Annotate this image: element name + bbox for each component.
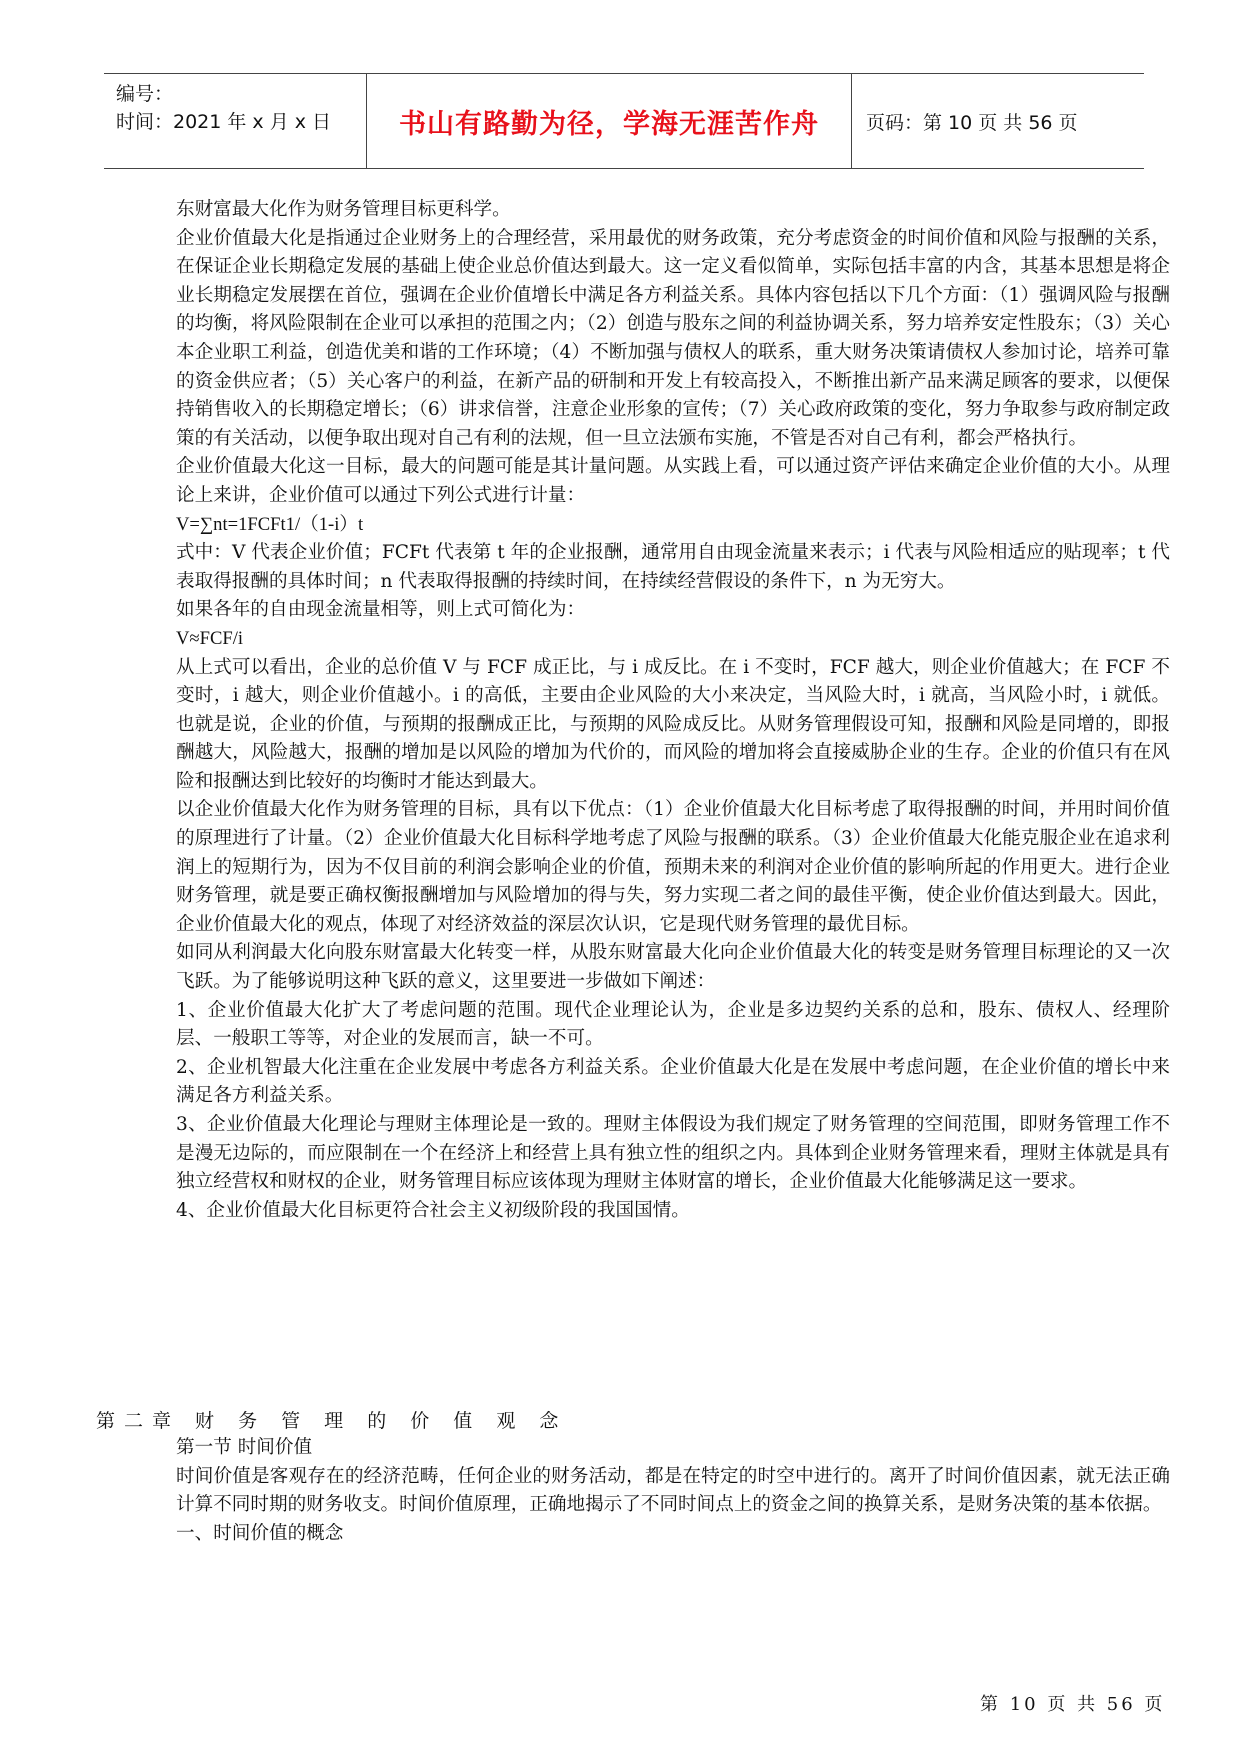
header-table (104, 73, 1144, 169)
header-page-label: 页码：第 10 页 共 56 页 (866, 111, 1078, 134)
list-item: 4、企业价值最大化目标更符合社会主义初级阶段的我国国情。 (176, 1199, 690, 1221)
header-meta (104, 74, 366, 168)
main-content (176, 196, 1170, 1225)
paragraph: 如同从利润最大化向股东财富最大化转变一样，从股东财富最大化向企业价值最大化的转变是财务管理目标理论的又一次飞跃。为了能够说明这种飞跃的意义，这里要进一步做如下阐述： (176, 942, 1170, 993)
paragraph: 式中：V 代表企业价值；FCFt 代表第 t 年的企业报酬，通常用自由现金流量来表示；i 代表与风险相适应的贴现率；t 代表取得报酬的具体时间；n 代表取得报酬的持续时间，在持续经营假设的条件下，n 为无穷大。 (176, 542, 1170, 592)
paragraph: 企业价值最大化是指通过企业财务上的合理经营，采用最优的财务政策，充分考虑资金的时间价值和风险与报酬的关系，在保证企业长期稳定发展的基础上使企业总价值达到最大。这一定义看似简单，实际包括丰富的内含，其基本思想是将企业长期稳定发展摆在首位，强调在企业价值增长中满足各方利益关系。具体内容包括以下几个方面：（1）强调风险与报酬的均衡，将风险限制在企业可以承担的范围之内；（2）创造与股东之间的利益协调关系，努力培养安定性股东；（3）关心本企业职工利益，创造优美和谐的工作环境；（4）不断加强与债权人的联系，重大财务决策请债权人参加讨论，培养可靠的资金供应者；（5）关心客户的利益，在新产品的研制和开发上有较高投入，不断推出新产品来满足顾客的要求，以便保持销售收入的长期稳定增长；（6）讲求信誉，注意企业形象的宣传；（7）关心政府政策的变化，努力争取参与政府制定政策的有关活动，以便争取出现对自己有利的法规，但一旦立法颁布实施，不管是否对自己有利，都会严格执行。 (176, 227, 1170, 449)
list-item: 1、企业价值最大化扩大了考虑问题的范围。现代企业理论认为，企业是多边契约关系的总和，股东、债权人、经理阶层、一般职工等等，对企业的发展而言，缺一不可。 (176, 999, 1170, 1050)
formula: V=∑nt=1FCFt1/（1-i）t (176, 513, 364, 535)
list-item: 2、企业机智最大化注重在企业发展中考虑各方利益关系。企业价值最大化是在发展中考虑问题，在企业价值的增长中来满足各方利益关系。 (176, 1056, 1170, 1107)
document-number-label: 编号： (116, 83, 174, 105)
subsection-title: 一、时间价值的概念 (176, 1522, 344, 1544)
header-motto: 书山有路勤为径，学海无涯苦作舟 (366, 74, 852, 168)
paragraph: 时间价值是客观存在的经济范畴，任何企业的财务活动，都是在特定的时空中进行的。离开了时间价值因素，就无法正确计算不同时期的财务收支。时间价值原理，正确地揭示了不同时间点上的资金之间的换算关系，是财务决策的基本依据。 (176, 1465, 1170, 1516)
section-block (176, 1434, 1170, 1548)
paragraph: 以企业价值最大化作为财务管理的目标，具有以下优点：（1）企业价值最大化目标考虑了取得报酬的时间，并用时间价值的原理进行了计量。（2）企业价值最大化目标科学地考虑了风险与报酬的联系。（3）企业价值最大化能克服企业在追求利润上的短期行为，因为不仅目前的利润会影响企业的价值，预期未来的利润对企业价值的影响所起的作用更大。进行企业财务管理，就是要正确权衡报酬增加与风险增加的得与失，努力实现二者之间的最佳平衡，使企业价值达到最大。因此，企业价值最大化的观点，体现了对经济效益的深层次认识，它是现代财务管理的最优目标。 (176, 799, 1170, 935)
list-item: 3、企业价值最大化理论与理财主体理论是一致的。理财主体假设为我们规定了财务管理的空间范围，即财务管理工作不是漫无边际的，而应限制在一个在经济上和经营上具有独立性的组织之内。具体到企业财务管理来看，理财主体就是具有独立经营权和财权的企业，财务管理目标应该体现为理财主体财富的增长，企业价值最大化能够满足这一要求。 (176, 1114, 1170, 1193)
chapter-title: 第二章 财 务 管 理 的 价 值 观 念 (96, 1410, 568, 1432)
document-time-label: 时间：2021 年 x 月 x 日 (116, 111, 332, 133)
paragraph: 从上式可以看出，企业的总价值 V 与 FCF 成正比，与 i 成反比。在 i 不变时，FCF 越大，则企业价值越大；在 FCF 不变时，i 越大，则企业价值越小。i 的高低，主要由企业风险的大小来决定，当风险大时，i 就高，当风险小时，i 就低。也就是说，企业的价值，与预期的报酬成正比，与预期的风险成反比。从财务管理假设可知，报酬和风险是同增的，即报酬越大，风险越大，报酬的增加是以风险的增加为代价的，而风险的增加将会直接威胁企业的生存。企业的价值只有在风险和报酬达到比较好的均衡时才能达到最大。 (176, 656, 1170, 792)
formula: V≈FCF/i (176, 627, 244, 649)
paragraph: 如果各年的自由现金流量相等，则上式可简化为： (176, 599, 586, 621)
page-footer: 第 10 页 共 56 页 (980, 1694, 1166, 1715)
paragraph: 企业价值最大化这一目标，最大的问题可能是其计量问题。从实践上看，可以通过资产评估来确定企业价值的大小。从理论上来讲，企业价值可以通过下列公式进行计量： (176, 456, 1170, 506)
section-title: 第一节 时间价值 (176, 1437, 313, 1458)
paragraph: 东财富最大化作为财务管理目标更科学。 (176, 199, 511, 220)
